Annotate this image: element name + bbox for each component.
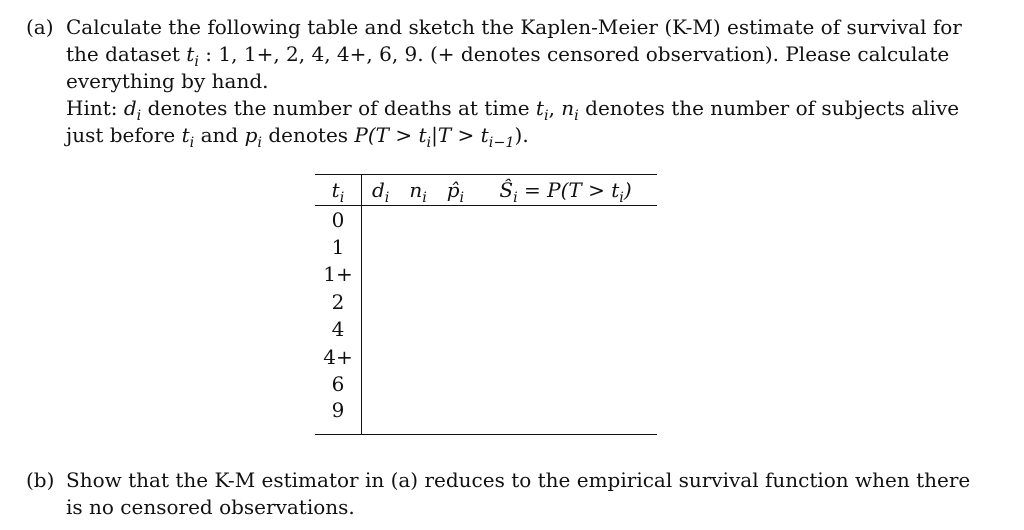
dataset-values: : 1, 1+, 2, 4, 4+, 6, 9.	[198, 42, 424, 66]
hint-t-symbol: $t_i$	[535, 96, 549, 124]
hint-d-symbol: $d_i$	[123, 96, 142, 124]
header-t: $t_i$	[315, 175, 362, 206]
hint-text-2: denotes the number of subjects alive just before	[66, 96, 960, 147]
dataset-note: (+ denotes censored observation). Please calculate everything by hand.	[66, 42, 950, 93]
hint-text-3: and	[200, 123, 239, 147]
km-table-header-row	[315, 175, 657, 206]
hint-probability-end: ).	[514, 123, 529, 147]
table-row	[315, 233, 657, 260]
table-row	[315, 343, 657, 370]
cell-t: 1+	[315, 261, 362, 288]
question-a-intro	[66, 14, 986, 95]
cell-t: 1	[315, 233, 362, 260]
question-a-lead: Calculate the following table and sketch the Kaplen-Meier (K-M) estimate of survival for the dataset	[66, 15, 962, 66]
question-b	[26, 467, 986, 521]
cell-t: 2	[315, 288, 362, 315]
question-a-body	[66, 14, 986, 149]
question-b-body	[66, 467, 986, 521]
header-n: $n_i$	[399, 175, 436, 206]
header-s: $Ŝ_i = P(T > t_i)$	[474, 175, 657, 206]
km-table	[315, 174, 657, 435]
hint-prefix: Hint:	[66, 96, 118, 120]
table-row	[315, 206, 657, 234]
table-row	[315, 370, 657, 397]
cell-t: 6	[315, 370, 362, 397]
header-p: $p̂_i$	[437, 175, 474, 206]
question-b-label: (b)	[26, 468, 55, 492]
hint-n-symbol: $n_i$	[561, 96, 579, 124]
table-row	[315, 288, 657, 315]
question-b-text: Show that the K-M estimator in (a) reduces to the empirical survival function when there is no censored observations.	[66, 468, 971, 519]
hint-p-symbol: $p_i$	[244, 123, 262, 151]
dataset-var: $t_i$	[186, 42, 199, 70]
hint-probability: $P(T > t_i|T > t_{i-1}$	[354, 123, 515, 151]
cell-t: 0	[315, 206, 362, 234]
question-a-hint: Hint: $d_i$ denotes the number of deaths at time $t_i$, $n_i$ denotes the number of subjects alive just before $t_i$ and $p_i$ denotes $P(T > t_i|T > t_{i-1})$.	[66, 96, 960, 151]
table-row	[315, 316, 657, 343]
cell-t: 9	[315, 398, 362, 435]
cell-t: 4+	[315, 343, 362, 370]
header-d: $d_i$	[362, 175, 400, 206]
cell-t: 4	[315, 316, 362, 343]
question-a-label: (a)	[26, 15, 54, 39]
question-a	[26, 14, 986, 149]
table-row	[315, 261, 657, 288]
hint-text-1: denotes the number of deaths at time	[147, 96, 530, 120]
hint-t-symbol-2: $t_i$	[181, 123, 195, 151]
hint-text-4: denotes	[268, 123, 349, 147]
table-row	[315, 398, 657, 435]
